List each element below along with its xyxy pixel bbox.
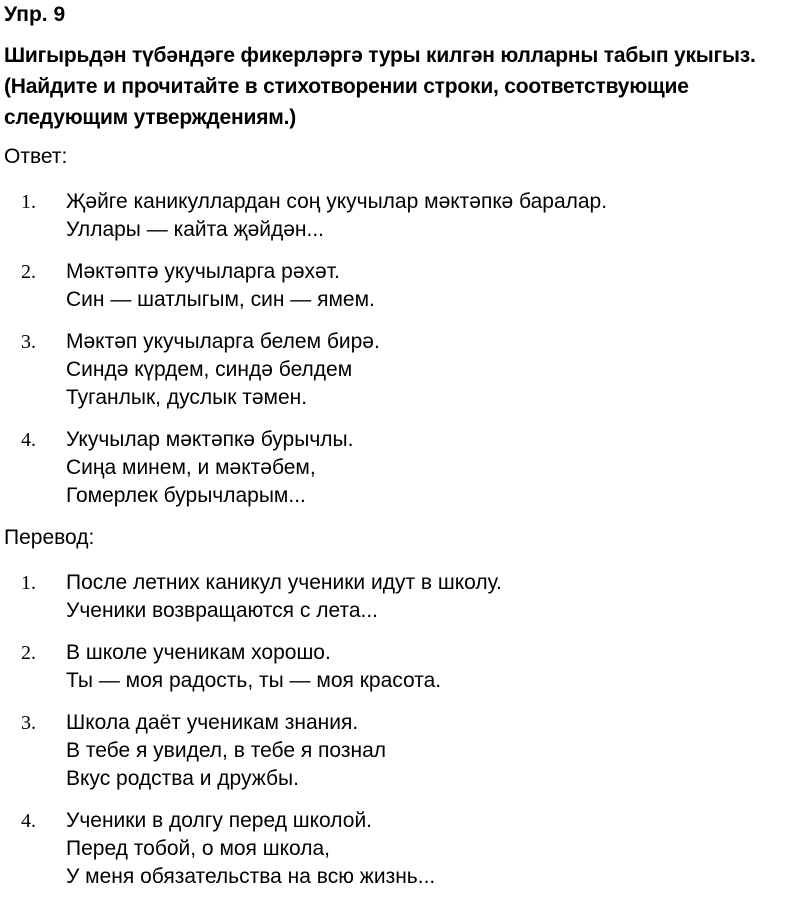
item-line: Вкус родства и дружбы.: [66, 767, 299, 790]
item-lines: [66, 639, 798, 695]
item-line: У меня обязательства на всю жизнь...: [66, 865, 436, 888]
answer-section: [4, 143, 798, 510]
item-line: Ученики в долгу перед школой.: [66, 809, 373, 832]
item-line: Ученики возвращаются с лета...: [66, 599, 379, 622]
item-line: Мәктәптә укучыларга рәхәт.: [66, 260, 340, 283]
item-lines: [66, 426, 798, 510]
document-page: [4, 0, 798, 891]
item-number: 3.: [21, 331, 36, 353]
item-number: 2.: [21, 642, 36, 664]
list-item: [4, 639, 798, 695]
item-line: Синдә күрдем, синдә белдем: [66, 358, 353, 381]
list-item: [4, 426, 798, 510]
item-lines: [66, 569, 798, 625]
item-lines: [66, 807, 798, 891]
item-line: Укучылар мәктәпкә бурычлы.: [66, 428, 354, 451]
answer-list: [4, 188, 798, 510]
item-lines: [66, 709, 798, 793]
item-number: 4.: [21, 429, 36, 451]
item-number: 2.: [21, 261, 36, 283]
item-line: Гомерлек бурычларым...: [66, 484, 306, 507]
list-item: [4, 258, 798, 314]
answer-label: Ответ:: [4, 145, 68, 168]
list-item: [4, 569, 798, 625]
item-line: После летних каникул ученики идут в школу.: [66, 571, 502, 594]
translation-section: [4, 524, 798, 891]
item-line: Уллары — кайта җәйдән...: [66, 218, 325, 241]
item-lines: [66, 258, 798, 314]
item-line: Перед тобой, о моя школа,: [66, 837, 331, 860]
task-text: Шигырьдән түбәндәге фикерләргә туры килгән юлларны табып укыгыз. (Найдите и прочитайте в стихотворении строки, соответствующие следующим утверждениям.): [4, 44, 756, 129]
item-lines: [66, 188, 798, 244]
item-line: В тебе я увидел, в тебе я познал: [66, 739, 387, 762]
item-line: Туганлык, дуслык тәмен.: [66, 386, 308, 409]
list-item: [4, 328, 798, 412]
item-number: 1.: [21, 572, 36, 594]
translation-label: Перевод:: [4, 526, 95, 549]
item-line: В школе ученикам хорошо.: [66, 641, 331, 664]
item-line: Школа даёт ученикам знания.: [66, 711, 359, 734]
item-line: Җәйге каникуллардан соң укучылар мәктәпкә баралар.: [66, 190, 608, 213]
exercise-title: Упр. 9: [4, 3, 66, 26]
list-item: [4, 807, 798, 891]
item-line: Мәктәп укучыларга белем бирә.: [66, 330, 380, 353]
list-item: [4, 188, 798, 244]
item-lines: [66, 328, 798, 412]
item-number: 3.: [21, 712, 36, 734]
list-item: [4, 709, 798, 793]
item-number: 4.: [21, 810, 36, 832]
item-line: Сиңа минем, и мәктәбем,: [66, 456, 316, 479]
item-number: 1.: [21, 191, 36, 213]
item-line: Син — шатлыгым, син — ямем.: [66, 288, 375, 311]
item-line: Ты — моя радость, ты — моя красота.: [66, 669, 442, 692]
translation-list: [4, 569, 798, 891]
